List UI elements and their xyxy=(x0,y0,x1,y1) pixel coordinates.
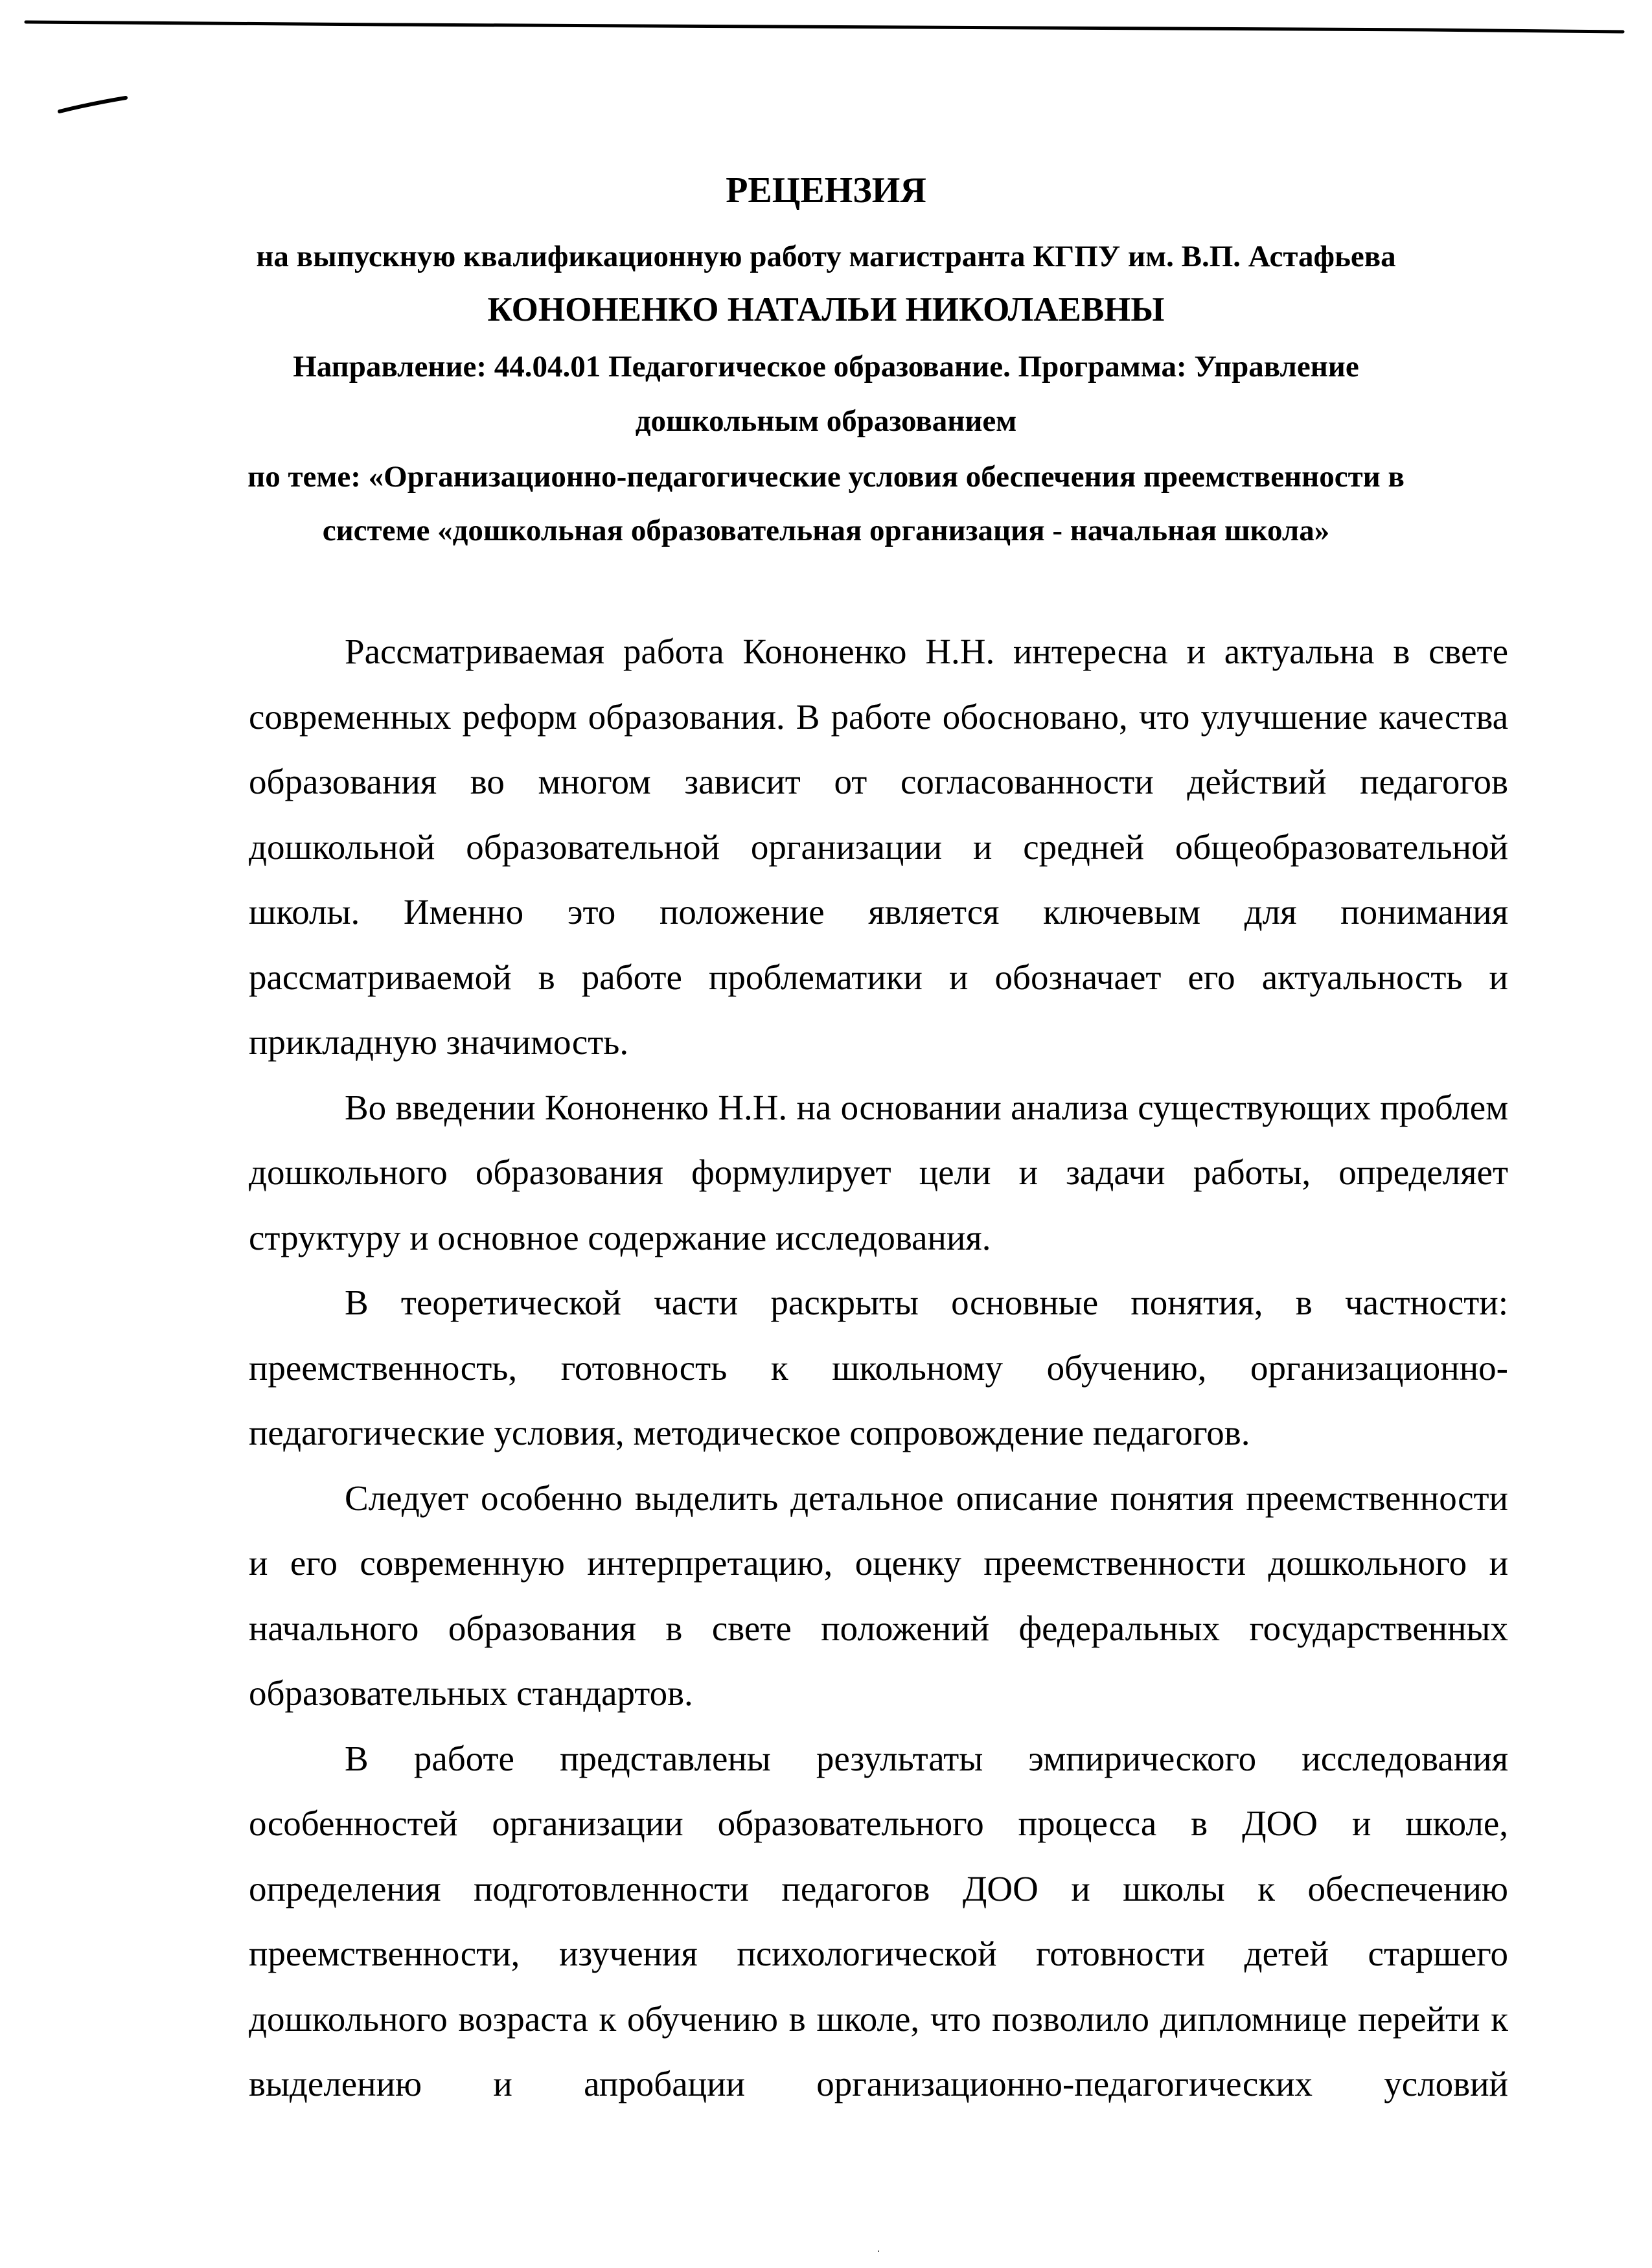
paragraph-empirical-results: В работе представлены результаты эмпирического исследования особенностей организации образовательного процесса в ДОО и школе, определения подготовленности педагогов ДОО и школы к обеспечению преемственности, изучения психологической готовности детей старшего дошкольного возраста к обучению в школе, что позволило дипломнице перейти к выделению и апробации организационно-педагогических условий xyxy=(249,1738,1508,2103)
direction-line-text: Направление: 44.04.01 Педагогическое образование. Программа: Управление xyxy=(293,350,1359,384)
paragraph-theoretical-part: В теоретической части раскрыты основные понятия, в частности: преемственность, готовность к школьному обучению, организационно-педагогические условия, методическое сопровождение педагогов. xyxy=(249,1283,1508,1452)
theme-line-1-text: по теме: «Организационно-педагогические условия обеспечения преемственности в xyxy=(247,460,1405,494)
program-line xyxy=(0,403,1652,439)
review-subtitle xyxy=(0,238,1652,275)
paragraph-introduction: Во введении Кононенко Н.Н. на основании анализа существующих проблем дошкольного образования формулирует цели и задачи работы, определяет структуру и основное содержание исследования. xyxy=(249,1087,1508,1257)
top-border-rule xyxy=(26,22,1623,32)
review-title xyxy=(0,170,1652,211)
pen-stroke-mark xyxy=(60,98,126,111)
review-subtitle-text: на выпускную квалификационную работу магистранта КГПУ им. В.П. Астафьева xyxy=(256,240,1396,273)
scan-speck xyxy=(878,2251,879,2252)
program-line-text: дошкольным образованием xyxy=(635,404,1017,438)
review-title-text: РЕЦЕНЗИЯ xyxy=(726,170,926,211)
student-name-text: КОНОНЕНКО НАТАЛЬИ НИКОЛАЕВНЫ xyxy=(487,291,1165,328)
paragraph-continuity-description: Следует особенно выделить детальное описание понятия преемственности и его современную интерпретацию, оценку преемственности дошкольного и начального образования в свете положений федеральных государственных образовательных стандартов. xyxy=(249,1478,1508,1713)
student-name xyxy=(0,290,1652,329)
review-body xyxy=(249,619,1508,2117)
direction-line xyxy=(0,349,1652,385)
scan-marks xyxy=(0,0,1652,168)
theme-line-2-text: системе «дошкольная образовательная организация - начальная школа» xyxy=(322,514,1330,547)
theme-line-2 xyxy=(0,512,1652,549)
paragraph-relevance: Рассматриваемая работа Кононенко Н.Н. интересна и актуальна в свете современных реформ образования. В работе обосновано, что улучшение качества образования во многом зависит от согласованности действий педагогов дошкольной образовательной организации и средней общеобразовательной школы. Именно это положение является ключевым для понимания рассматриваемой в работе проблематики и обозначает его актуальность и прикладную значимость. xyxy=(249,632,1508,1062)
theme-line-1 xyxy=(0,459,1652,495)
